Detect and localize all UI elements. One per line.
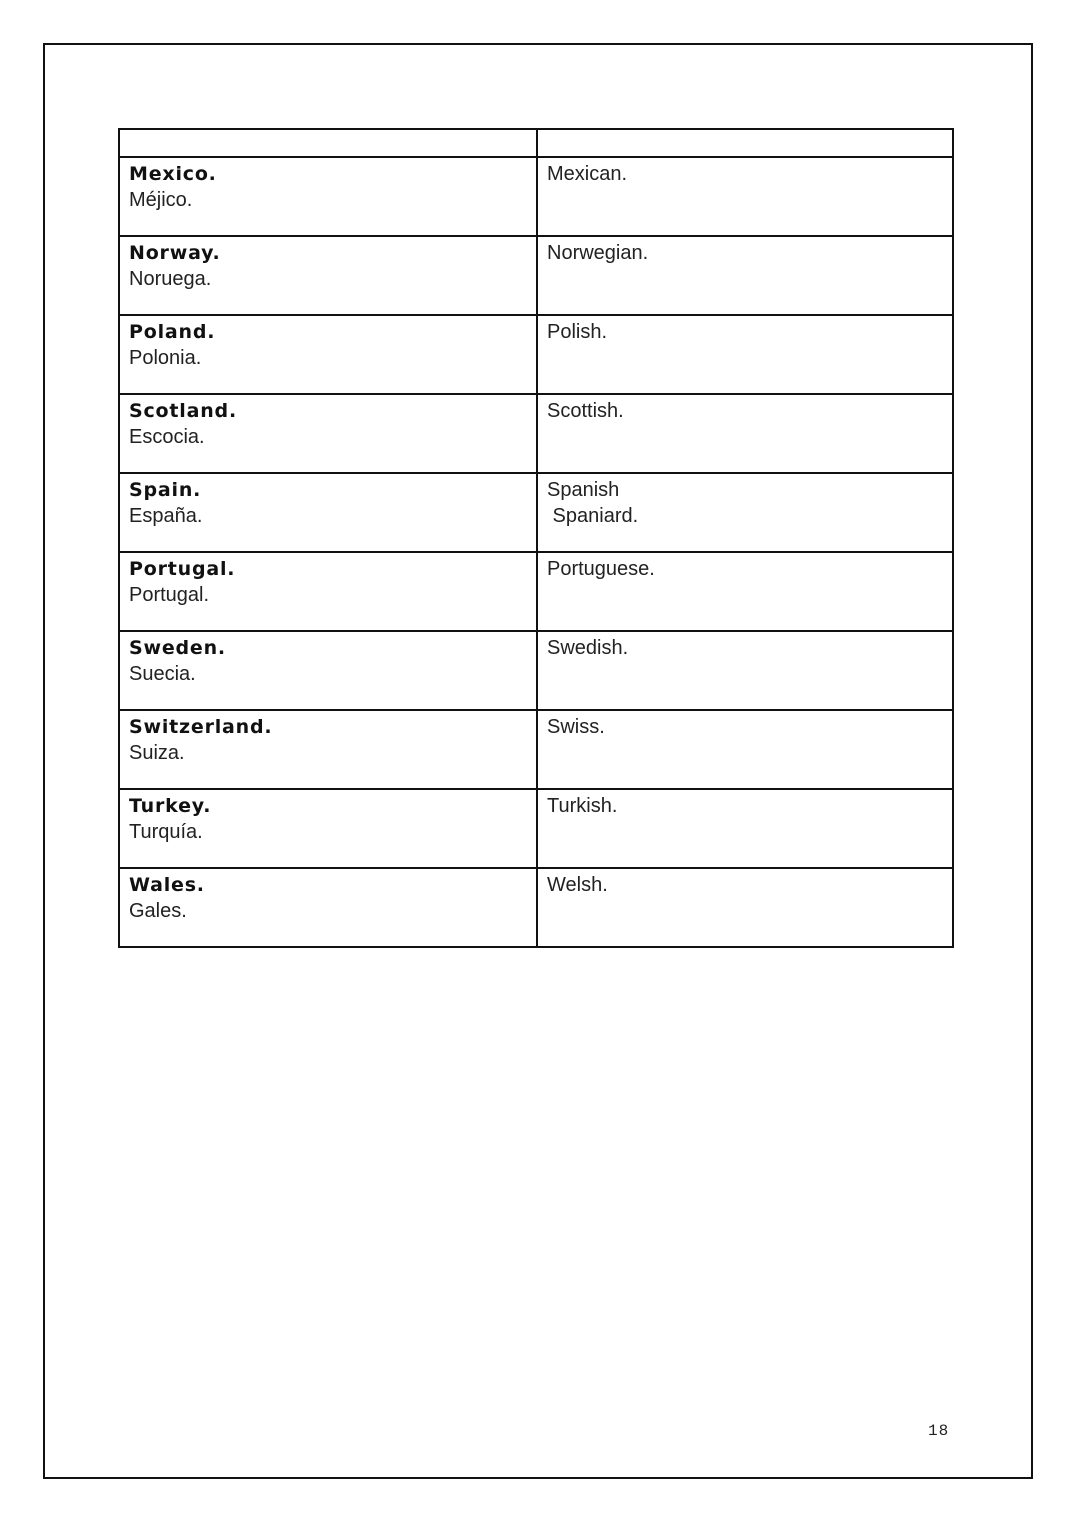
country-spanish: Suecia. — [129, 663, 196, 685]
country-spanish: Escocia. — [129, 426, 205, 448]
table-row — [119, 552, 953, 631]
nationality-alt: Spaniard. — [547, 505, 639, 527]
nationality-cell — [537, 631, 953, 710]
country-cell — [119, 710, 537, 789]
nationality: Portuguese. — [547, 558, 655, 580]
nationality-cell — [537, 473, 953, 552]
table-row — [119, 710, 953, 789]
country-english: Norway. — [129, 242, 221, 264]
country-spanish: Turquía. — [129, 821, 203, 843]
country-english: Wales. — [129, 874, 205, 896]
country-cell — [119, 157, 537, 236]
nationality: Turkish. — [547, 795, 618, 817]
country-english: Portugal. — [129, 558, 236, 580]
country-english: Sweden. — [129, 637, 226, 659]
country-cell — [119, 473, 537, 552]
nationality: Spanish — [547, 479, 620, 501]
country-cell — [119, 631, 537, 710]
country-spanish: Méjico. — [129, 189, 193, 211]
nationality-cell — [537, 394, 953, 473]
nationalities-table — [118, 128, 954, 948]
country-spanish: Gales. — [129, 900, 187, 922]
nationality-cell — [537, 789, 953, 868]
table-row — [119, 473, 953, 552]
page-number: 18 — [928, 1422, 950, 1440]
nationality-cell — [537, 552, 953, 631]
table-row — [119, 789, 953, 868]
country-spanish: Portugal. — [129, 584, 210, 606]
table-row — [119, 157, 953, 236]
country-english: Scotland. — [129, 400, 237, 422]
table-row — [119, 236, 953, 315]
header-cell-nationality — [537, 129, 953, 157]
country-english: Spain. — [129, 479, 202, 501]
country-cell — [119, 394, 537, 473]
table-row — [119, 315, 953, 394]
nationality: Swiss. — [547, 716, 605, 738]
nationality: Polish. — [547, 321, 608, 343]
country-cell — [119, 236, 537, 315]
nationality: Norwegian. — [547, 242, 649, 264]
table-header-row — [119, 129, 953, 157]
table-row — [119, 868, 953, 947]
country-english: Mexico. — [129, 163, 217, 185]
nationality: Welsh. — [547, 874, 608, 896]
table-row — [119, 394, 953, 473]
country-spanish: Suiza. — [129, 742, 185, 764]
nationality-cell — [537, 315, 953, 394]
header-cell-country — [119, 129, 537, 157]
country-spanish: Noruega. — [129, 268, 212, 290]
country-spanish: Polonia. — [129, 347, 202, 369]
nationality: Mexican. — [547, 163, 628, 185]
nationality: Swedish. — [547, 637, 629, 659]
country-spanish: España. — [129, 505, 203, 527]
table-row — [119, 631, 953, 710]
country-english: Turkey. — [129, 795, 212, 817]
nationality-cell — [537, 157, 953, 236]
nationality-cell — [537, 710, 953, 789]
country-cell — [119, 789, 537, 868]
nationality-cell — [537, 236, 953, 315]
country-english: Switzerland. — [129, 716, 273, 738]
nationality: Scottish. — [547, 400, 624, 422]
country-cell — [119, 868, 537, 947]
country-cell — [119, 315, 537, 394]
country-english: Poland. — [129, 321, 216, 343]
nationality-cell — [537, 868, 953, 947]
country-cell — [119, 552, 537, 631]
